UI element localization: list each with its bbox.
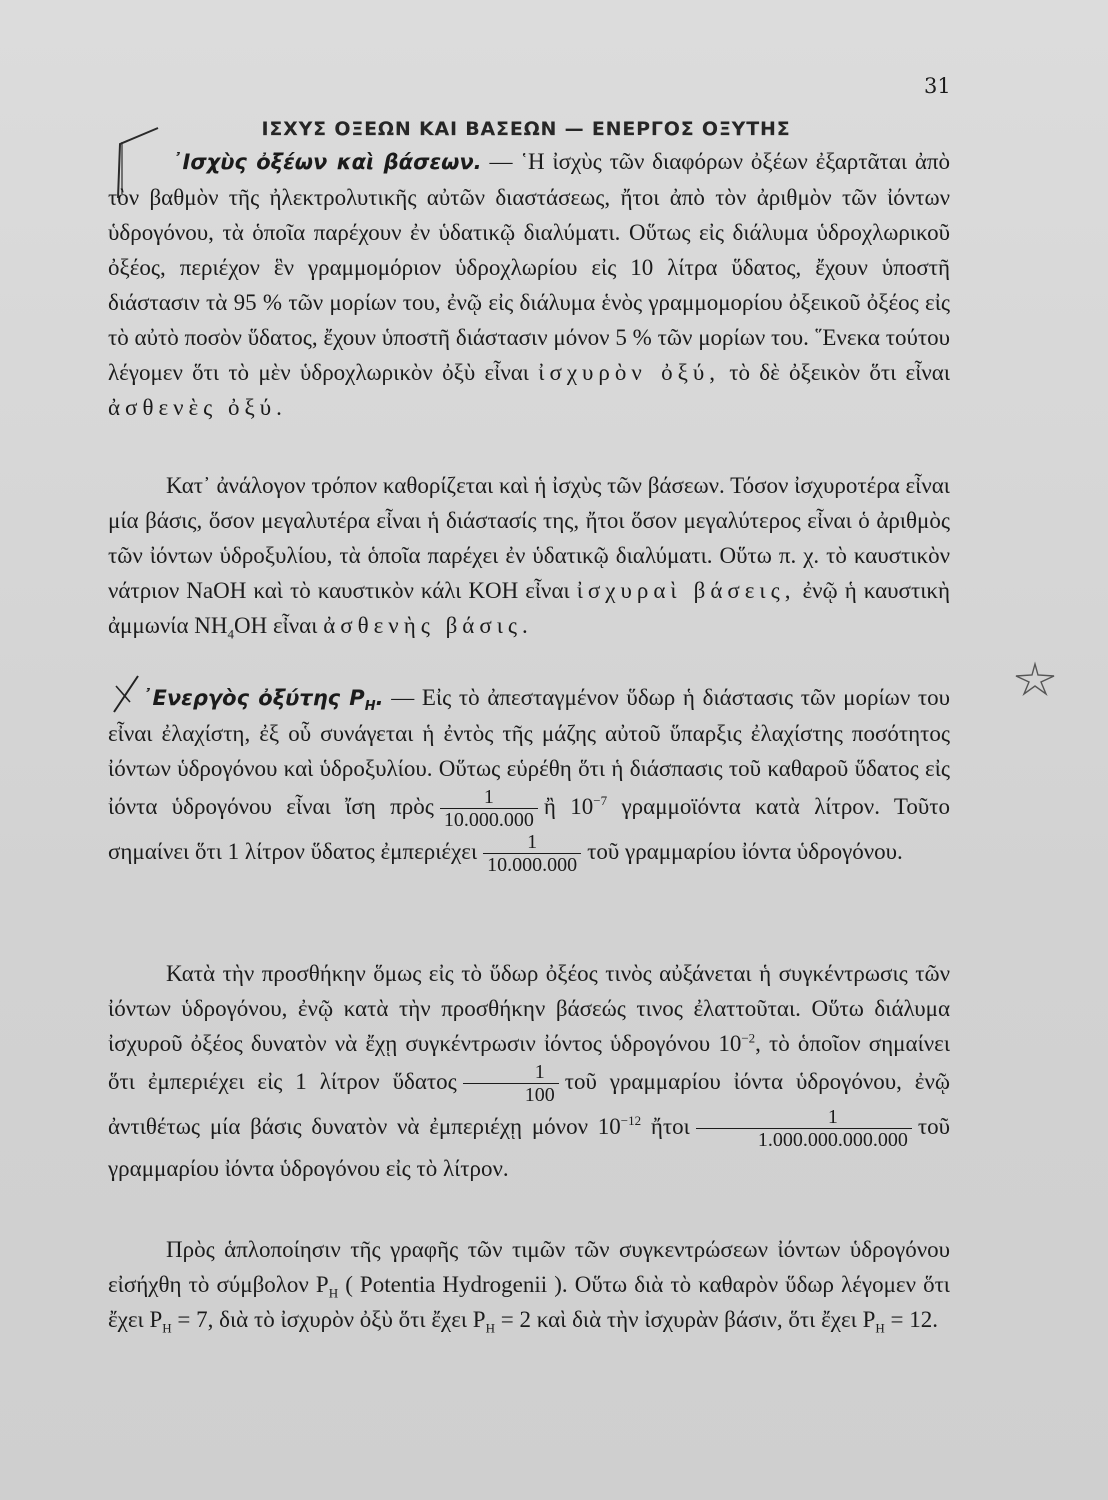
fraction: $\frac{1}{10.000.000}$ [483, 831, 581, 876]
strong-acid-term: ἰσχυρὸν ὀξύ, [538, 360, 720, 385]
weak-base-term: ἀσθενὴς βάσις. [323, 613, 533, 638]
paragraph-strength [108, 144, 950, 425]
paragraph-text: ἤτοι [650, 1113, 690, 1139]
weak-acid-term: ἀσθενὲς ὀξύ. [108, 395, 287, 420]
paragraph-text: Πρὸς ἁπλοποίησιν τῆς γραφῆς τῶν τιμῶν τῶν συγκεντρώσεων ἰόντων ὑδρογόνου εἰσήχθη τὸ σύμβολον P [108, 1237, 950, 1297]
paragraph-text: , τὸ ὁποῖον σημαίνει ὅτι ἐμπεριέχει εἰς 1 λίτρον ὕδατος [108, 1031, 951, 1094]
paragraph-text: = 2 καὶ διὰ τὴν ἰσχυρὰν βάσιν, ὅτι ἔχει P [500, 1307, 876, 1332]
paragraph-activity [108, 680, 950, 876]
paragraph-text: τοῦ γραμμαρίου ἰόντα ὑδρογόνου. [587, 838, 903, 864]
section-heading: ΙΣΧΥΣ ΟΞΕΩΝ ΚΑΙ ΒΑΣΕΩΝ — ΕΝΕΡΓΟΣ ΟΞΥΤΗΣ [261, 118, 791, 140]
exponent: −12 [620, 1113, 642, 1129]
paragraph-text: τὸ δὲ ὀξεικὸν ὅτι εἶναι [729, 360, 951, 385]
paragraph-text: = 12. [890, 1307, 938, 1332]
fraction: $\frac{1}{1.000.000.000.000}$ [696, 1106, 912, 1151]
pencil-star-icon [1012, 660, 1058, 698]
paragraph-text: τοῦ γραμμαρίου ἰόντα ὑδρογόνου εἰς τὸ λίτρον. [108, 1113, 951, 1181]
paragraph-concentration [108, 956, 950, 1186]
strong-base-term: ἰσχυραὶ βάσεις, [576, 578, 796, 603]
fraction: $\frac{1}{10.000.000}$ [440, 786, 538, 831]
paragraph-text: τοῦ γραμμαρίου ἰόντα ὑδρογόνου, ἐνῷ ἀντιθέτως μία βάσις δυνατὸν νὰ ἐμπεριέχῃ μόνον 10 [108, 1068, 950, 1139]
paragraph-text: — Εἰς τὸ ἀπεσταγμένον ὕδωρ ἡ διάστασις τῶν μορίων του εἶναι ἐλαχίστη, ἐξ οὗ συνάγεται ἡ ἐντὸς τῆς μάζης αὐτοῦ ὕπαρξις ἐλαχίστης ποσότητος ἰόντων ὑδρογόνου καὶ ὑδροξυλίου. Οὕτως εὑρέθη ὅτι ἡ διάσπασις τοῦ καθαροῦ ὕδατος εἰς ἰόντα ὑδρογόνου εἶναι ἴση πρὸς [108, 685, 951, 819]
paragraph-text: γραμμοϊόντα κατὰ λίτρον. Τοῦτο σημαίνει ὅτι 1 λίτρον ὕδατος ἐμπεριέχει [108, 793, 951, 864]
paragraph-text: = 7, διὰ τὸ ἰσχυρὸν ὀξὺ ὅτι ἔχει P [177, 1307, 486, 1332]
paragraph-ph-symbol: Πρὸς ἁπλοποίησιν τῆς γραφῆς τῶν τιμῶν τῶν συγκεντρώσεων ἰόντων ὑδρογόνου εἰσήχθη τὸ σύμβολον $P_H$ ( Potentia Hydrogenii ). Οὕτω διὰ τὸ καθαρὸν ὕδωρ λέγομεν ὅτι ἔχει $P_H = 7$, διὰ τὸ ἰσχυρὸν ὀξὺ ὅτι ἔχει $P_H = 2$ καὶ διὰ τὴν ἰσχυρὰν βάσιν, ὅτι ἔχει $P_H = 12$. [108, 1237, 950, 1336]
paragraph-text: ( Potentia Hydrogenii ). Οὕτω διὰ τὸ καθαρὸν ὕδωρ λέγομεν ὅτι ἔχει P [108, 1272, 950, 1332]
subscript: 4 [227, 626, 234, 642]
paragraph-text: ἢ 10 [543, 793, 594, 819]
subheading-activity: ᾿Ενεργὸς ὀξύτης $P_H$. [142, 686, 384, 715]
exponent: −7 [593, 793, 608, 809]
paragraph-bases [108, 468, 950, 643]
paragraph-text: OH εἶναι [233, 613, 318, 638]
paragraph-text: — ῾Η ἰσχὺς τῶν διαφόρων ὀξέων ἐξαρτᾶται ἀπὸ τὸν βαθμὸν τῆς ἠλεκτρολυτικῆς αὐτῶν διαστάσεως, ἤτοι ἀπὸ τὸν ἀριθμὸν τῶν ἰόντων ὑδρογόνου, τὰ ὁποῖα παρέχουν ἐν ὑδατικῷ διαλύματι. Οὕτως εἰς διάλυμα ὑδροχλωρικοῦ ὀξέος, περιέχον ἓν γραμμομόριον ὑδροχλωρίου εἰς 10 λίτρα ὕδατος, ἔχουν ὑποστῆ διάστασιν τὰ 95 % τῶν μορίων του, ἐνῷ εἰς διάλυμα ἑνὸς γραμμομορίου ὀξεικοῦ ὀξέος εἰς τὸ αὐτὸ ποσὸν ὕδατος, ἔχουν ὑποστῆ διάστασιν μόνον 5 % τῶν μορίων του. ῞Ενεκα τούτου λέγομεν ὅτι τὸ μὲν ὑδροχλωρικὸν ὀξὺ εἶναι [108, 149, 951, 385]
paragraph-text: Κατὰ τὴν προσθήκην ὅμως εἰς τὸ ὕδωρ ὀξέος τινὸς αὐξάνεται ἡ συγκέντρωσις τῶν ἰόντων ὑδρογόνου, ἐνῷ κατὰ τὴν προσθήκην βάσεώς τινος ἐλαττοῦται. Οὕτω διάλυμα ἰσχυροῦ ὀξέος δυνατὸν νὰ ἔχῃ συγκέντρωσιν ἰόντος ὑδρογόνου 10 [108, 961, 950, 1056]
fraction: $\frac{1}{100}$ [463, 1061, 559, 1106]
paragraph-text: Κατ᾿ ἀνάλογον τρόπον καθορίζεται καὶ ἡ ἰσχὺς τῶν βάσεων. Τόσον ἰσχυροτέρα εἶναι μία βάσις, ὅσον μεγαλυτέρα εἶναι ἡ διάστασίς της, ἤτοι ὅσον μεγαλύτερος εἶναι ὁ ἀριθμὸς τῶν ἰόντων ὑδροξυλίου, τὰ ὁποῖα παρέχει ἐν ὑδατικῷ διαλύματι. Οὕτω π. χ. τὸ καυστικὸν νάτριον NaOH καὶ τὸ καυστικὸν κάλι KOH εἶναι [108, 473, 950, 603]
paragraph-text: ἐνῷ ἡ καυστικὴ ἀμμωνία NH [108, 578, 950, 638]
subheading-strength: ᾿Ισχὺς ὀξέων καὶ βάσεων. [172, 150, 482, 174]
exponent: −2 [741, 1030, 756, 1046]
page-number: 31 [924, 74, 951, 98]
